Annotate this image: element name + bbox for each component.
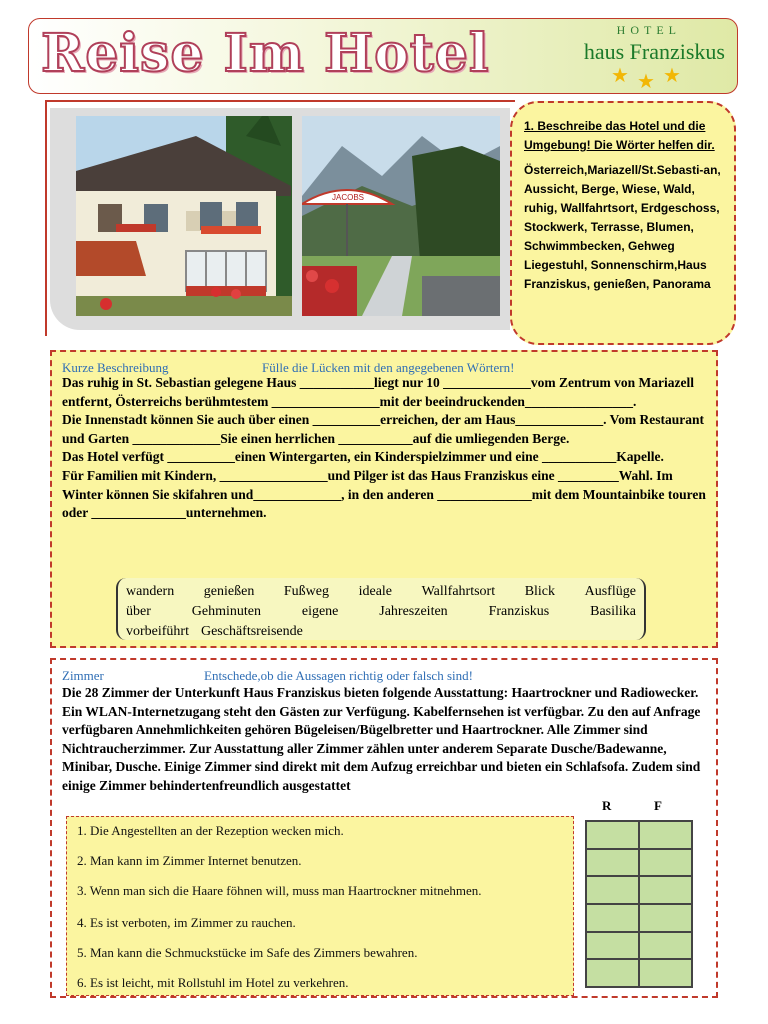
word-bank-item: vorbeiführt xyxy=(126,624,189,639)
paragraph: Das ruhig in St. Sebastian gelegene Haus ___________liegt nur 10 _____________vom Zentrum von Mariazell entfernt, Österreichs berühmtestem ________________mit der beeindruckenden________________. xyxy=(62,375,695,409)
paragraph: Die Innenstadt können Sie auch über einen __________erreichen, der am Haus_____________. Vom Restaurant und Garten _____________Sie einen herrlichen ___________auf die umliegenden Berge. xyxy=(62,412,705,446)
statement-item: 6. Es ist leicht, mit Rollstuhl im Hotel zu verkehren. xyxy=(77,975,349,990)
rooms-description: Die 28 Zimmer der Unterkunft Haus Franziskus bieten folgende Ausstattung: Haartrockner und Radiowecker. Ein WLAN-Internetzugang steht den Gästen zur Verfügung. Kabelfernsehen ist verfügbar. Zu den auf Anfrage verfügbaren Annehmlichkeiten gehören Bügeleisen/Bügelbretter und Haartrockner. Alle Zimmer sind Nichtraucherzimmer. Zur Ausstattung aller Zimmer zählen unter anderem Separate Dusche/Badewanne, Minibar, Dusche. Einige Zimmer sind direkt mit dem Aufzug erreichbar und bieten ein Schlafsofa. Zudem sind einige Zimmer behindertenfreundlich ausgestattet xyxy=(62,685,701,793)
section-task: Fülle die Lücken mit den angegebenen Wörtern! xyxy=(262,360,515,375)
answer-grid xyxy=(585,820,693,988)
hotel-label: HOTEL xyxy=(616,23,681,37)
hotel-name: haus Franziskus xyxy=(583,39,725,64)
word-bank-item: eigene xyxy=(301,604,339,619)
word-bank-item: Fußweg xyxy=(283,584,330,599)
answer-cell-r4[interactable] xyxy=(586,904,639,932)
statement-item: 2. Man kann im Zimmer Internet benutzen. xyxy=(77,853,302,868)
answer-cell-r5[interactable] xyxy=(586,932,639,960)
hotel-building-photo xyxy=(76,116,292,316)
word-bank-item: genießen xyxy=(203,584,255,599)
section-short-description xyxy=(50,350,718,648)
word-hint-box xyxy=(510,101,736,345)
answer-cell-r3[interactable] xyxy=(586,876,639,904)
word-bank-item: Ausflüge xyxy=(584,584,636,599)
gap-fill-text xyxy=(62,374,710,523)
frame-line xyxy=(45,100,515,102)
frame-line xyxy=(45,100,47,336)
statement-item: 4. Es ist verboten, im Zimmer zu rauchen. xyxy=(77,915,296,930)
answer-cell-f5[interactable] xyxy=(639,932,692,960)
word-bank-item: Blick xyxy=(524,584,556,599)
word-bank-item: Franziskus xyxy=(488,604,550,619)
paragraph: Für Familien mit Kindern, ________________und Pilger ist das Haus Franziskus eine _________Wahl. Im Winter können Sie skifahren und_____________, in den anderen ______________mit dem Mountainbike touren oder ______________unternehmen. xyxy=(62,467,706,521)
word-bank-item: Basilika xyxy=(590,604,636,619)
word-bank-item: Geschäftsreisende xyxy=(200,624,303,639)
answer-cell-f4[interactable] xyxy=(639,904,692,932)
section-heading: Zimmer xyxy=(62,668,104,683)
word-bank-item: ideale xyxy=(358,584,393,599)
page-title: Reise Im Hotel xyxy=(41,23,490,84)
statement-item: 1. Die Angestellten an der Rezeption wecken mich. xyxy=(77,823,344,838)
header-banner xyxy=(28,18,738,94)
word-bank-item: Wallfahrtsort xyxy=(421,584,496,599)
word-bank-item: Gehminuten xyxy=(191,604,261,619)
answer-cell-r6[interactable] xyxy=(586,959,639,987)
task-description: 1. Beschreibe das Hotel und die Umgebung! Die Wörter helfen dir. xyxy=(524,119,715,152)
word-bank-item: Jahreszeiten xyxy=(379,604,448,619)
paragraph: Das Hotel verfügt __________einen Wintergarten, ein Kinderspielzimmer und eine ___________Kapelle. xyxy=(62,449,664,465)
answer-cell-r2[interactable] xyxy=(586,849,639,877)
word-bank-row xyxy=(126,582,636,602)
statement-item: 3. Wenn man sich die Haare föhnen will, muss man Haartrockner mitnehmen. xyxy=(77,883,482,898)
statement-item: 5. Man kann die Schmuckstücke im Safe des Zimmers bewahren. xyxy=(77,945,418,960)
column-richtig: R xyxy=(602,798,612,813)
section-heading: Kurze Beschreibung xyxy=(62,360,169,375)
word-bank-row xyxy=(126,622,636,642)
section-rooms xyxy=(50,658,718,998)
hint-words: Österreich,Mariazell/St.Sebasti-an, Aussicht, Berge, Wiese, Wald, ruhig, Wallfahrtsort, Erdgeschoss, Stockwerk, Terrasse, Blumen, Schwimmbecken, Gehweg Liegestuhl, Sonnenschirm,Haus Franziskus, genießen, Panorama xyxy=(524,163,721,291)
star-icon: ★ xyxy=(611,63,629,87)
column-falsch: F xyxy=(654,798,662,813)
section-task: Entschede,ob die Aussagen richtig oder falsch sind! xyxy=(204,668,473,683)
answer-cell-f3[interactable] xyxy=(639,876,692,904)
word-bank xyxy=(116,578,646,640)
word-bank-item: über xyxy=(126,604,151,619)
word-bank-item: wandern xyxy=(126,584,175,599)
star-icon: ★ xyxy=(637,69,655,93)
answer-cell-f2[interactable] xyxy=(639,849,692,877)
mountain-view-photo xyxy=(302,116,500,316)
rating-stars xyxy=(611,65,685,93)
answer-cell-f1[interactable] xyxy=(639,821,692,849)
word-bank-row xyxy=(126,602,636,622)
statement-list xyxy=(66,816,574,996)
star-icon: ★ xyxy=(663,63,681,87)
answer-cell-f6[interactable] xyxy=(639,959,692,987)
answer-cell-r1[interactable] xyxy=(586,821,639,849)
umbrella-brand: JACOBS xyxy=(331,193,365,202)
